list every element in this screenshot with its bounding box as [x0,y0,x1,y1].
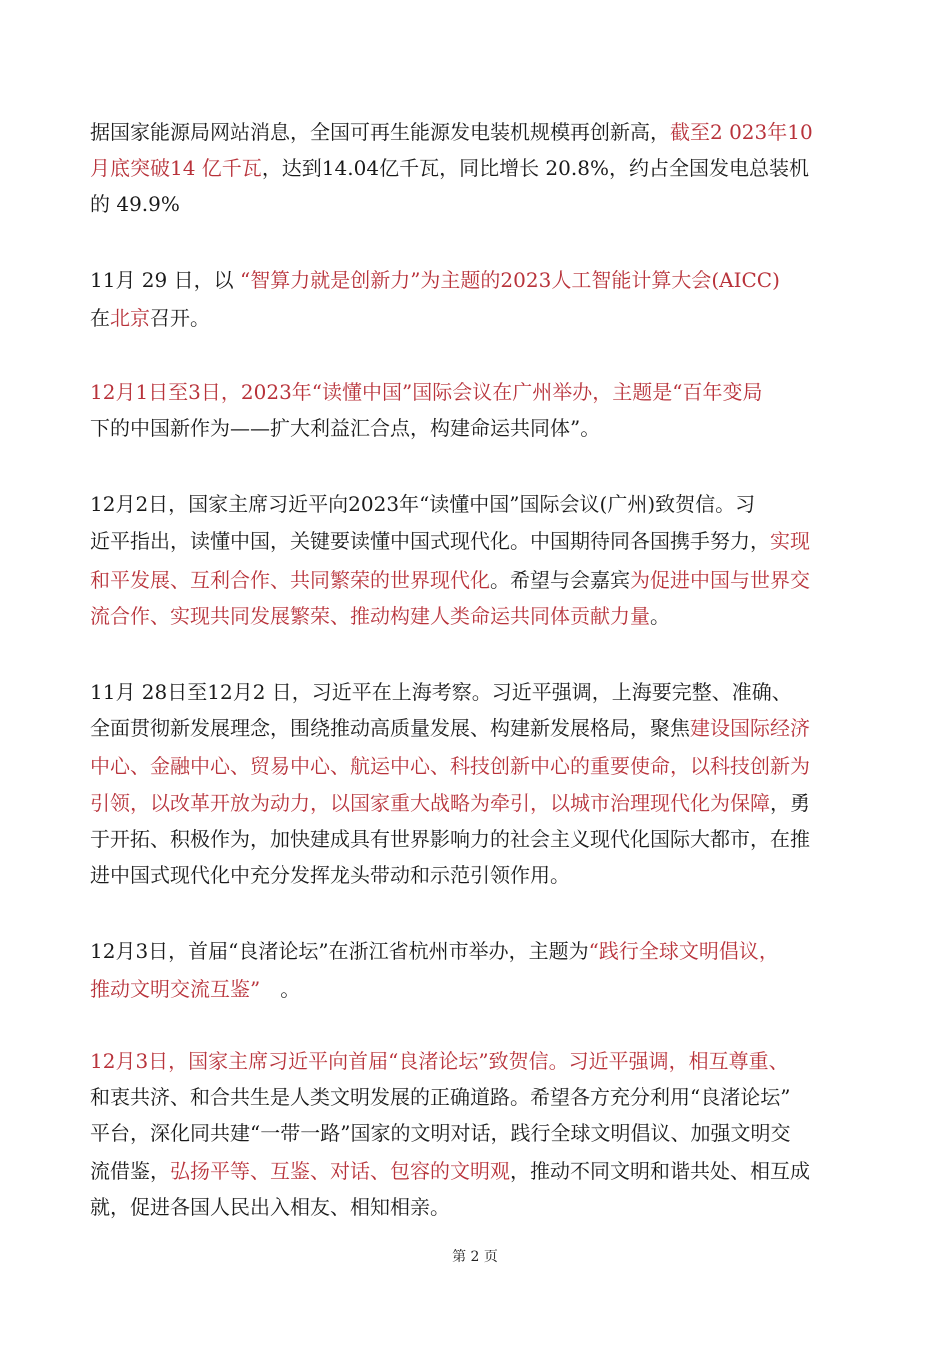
body-text: 。 [650,604,670,628]
text-line [90,1155,810,1184]
body-text: 平台，深化同共建“一带一路”国家的文明对话，践行全球文明倡议、加强文明交 [90,1121,791,1145]
body-text: 12月3日，首届“良渚论坛”在浙江省杭州市举办，主题为 [90,939,589,963]
body-text: 11月 28日至12月2 日，习近平在上海考察。习近平强调，上海要完整、准确、 [90,680,792,704]
body-text: 和衷共济、和合共生是人类文明发展的正确道路。希望各方充分利用“良渚论坛” [90,1085,791,1109]
text-line [90,935,779,964]
body-text: 11月 29 日，以 [90,268,240,292]
page-number: 第 2 页 [452,1249,498,1265]
text-line [90,1117,790,1146]
text-line [90,116,813,145]
body-text: 据国家能源局网站消息，全国可再生能源发电装机规模再创新高， [90,120,670,144]
text-line [90,488,755,517]
text-line [90,973,300,1002]
text-line [90,787,810,816]
body-text: 就，促进各国人民出入相友、相知相亲。 [90,1195,450,1219]
body-text: 全面贯彻新发展理念，围绕推动高质量发展、构建新发展格局，聚焦 [90,716,690,740]
text-line [90,302,210,331]
body-text: 召开。 [150,306,210,330]
highlighted-text: 引领，以改革开放为动力，以国家重大战略为牵引，以城市治理现代化为保障 [90,791,770,815]
text-line [90,188,180,217]
text-line [90,1191,450,1220]
highlighted-text: 为促进中国与世界交 [630,568,810,592]
text-line [90,823,810,852]
body-text: ，推动不同文明和谐共处、相互成 [510,1159,810,1183]
highlighted-text: 北京 [110,306,150,330]
text-line [90,412,600,441]
body-text: 。希望与会嘉宾 [490,568,630,592]
highlighted-text: 12月3日，国家主席习近平向首届“良渚论坛”致贺信。习近平强调，相互尊重、 [90,1049,789,1073]
text-line [90,1081,790,1110]
text-line [90,1045,789,1074]
highlighted-text: 推动文明交流互鉴” [90,977,261,1001]
body-text: 的 49.9% [90,192,180,216]
text-line [90,264,780,293]
highlighted-text: 和平发展、互利合作、共同繁荣的世界现代化 [90,568,490,592]
highlighted-text: 截至2 023年10 [670,120,813,144]
body-text: 在 [90,306,110,330]
text-line [90,676,792,705]
text-line [90,600,670,629]
body-text: 。 [260,977,301,1001]
text-line [90,750,810,779]
highlighted-text: 中心、金融中心、贸易中心、航运中心、科技创新中心的重要使命，以科技创新为 [90,754,810,778]
text-line [90,564,810,593]
body-text: 流借鉴， [90,1159,170,1183]
highlighted-text: “践行全球文明倡议， [588,939,779,963]
highlighted-text: 建设国际经济 [690,716,810,740]
body-text: 进中国式现代化中充分发挥龙头带动和示范引领作用。 [90,863,570,887]
body-text: 下的中国新作为——扩大利益汇合点，构建命运共同体”。 [90,416,601,440]
body-text: 近平指出，读懂中国，关键要读懂中国式现代化。中国期待同各国携手努力， [90,529,770,553]
text-line [90,525,810,554]
highlighted-text: “智算力就是创新力”为主题的2023人工智能计算大会(AICC) [239,268,780,292]
body-text: ，达到14.04亿千瓦，同比增长 20.8%，约占全国发电总装机 [261,156,809,180]
text-line [90,859,570,888]
highlighted-text: 弘扬平等、互鉴、对话、包容的文明观 [170,1159,510,1183]
body-text: 12月2日，国家主席习近平向2023年“读懂中国”国际会议(广州)致贺信。习 [90,492,756,516]
text-line [90,712,810,741]
highlighted-text: 12月1日至3日，2023年“读懂中国”国际会议在广州举办，主题是“百年变局 [90,380,763,404]
body-text: 于开拓、积极作为，加快建成具有世界影响力的社会主义现代化国际大都市，在推 [90,827,810,851]
body-text: ，勇 [770,791,810,815]
highlighted-text: 实现 [770,529,810,553]
highlighted-text: 流合作、实现共同发展繁荣、推动构建人类命运共同体贡献力量 [90,604,650,628]
text-line [90,376,762,405]
highlighted-text: 月底突破14 亿千瓦 [90,156,262,180]
text-line [90,152,809,181]
